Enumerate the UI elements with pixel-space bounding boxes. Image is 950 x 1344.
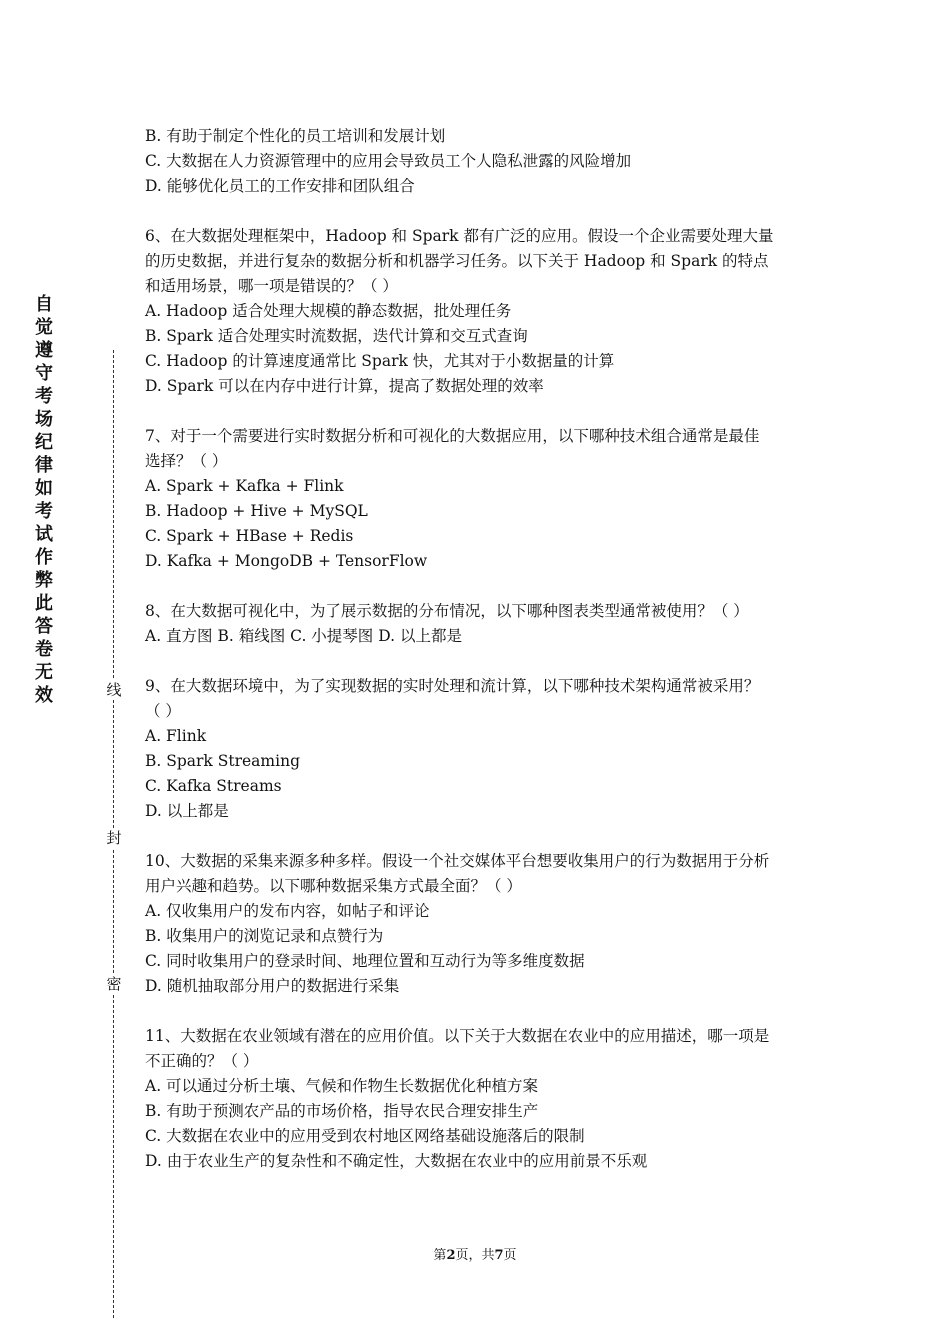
option-d: D. 由于农业生产的复杂性和不确定性，大数据在农业中的应用前景不乐观 [145, 1152, 648, 1170]
question-text-line: 6、在大数据处理框架中，Hadoop 和 Spark 都有广泛的应用。假设一个企业需要处理大量 [145, 227, 774, 245]
question-text-line: 用户兴趣和趋势。以下哪种数据采集方式最全面？（ ） [145, 877, 522, 895]
option-b: B. Spark Streaming [145, 752, 300, 770]
option-a: A. 可以通过分析土壤、气候和作物生长数据优化种植方案 [145, 1077, 539, 1095]
option-b: B. Hadoop + Hive + MySQL [145, 502, 368, 520]
option-c: C. Hadoop 的计算速度通常比 Spark 快，尤其对于小数据量的计算 [145, 352, 615, 370]
binding-label-line: 线 [104, 680, 124, 700]
question-text-line: 8、在大数据可视化中，为了展示数据的分布情况，以下哪种图表类型通常被使用？（ ） [145, 602, 749, 620]
question-content [145, 124, 810, 1174]
option-a: A. Spark + Kafka + Flink [145, 477, 344, 495]
question-text-line: （ ） [145, 702, 181, 720]
option-d: D. 能够优化员工的工作安排和团队组合 [145, 177, 415, 195]
question-9 [145, 674, 810, 824]
option-b: B. 有助于制定个性化的员工培训和发展计划 [145, 127, 446, 145]
total-pages: 7 [494, 1248, 504, 1263]
option-a: A. Flink [145, 727, 207, 745]
option-c: C. Spark + HBase + Redis [145, 527, 354, 545]
question-text-line: 7、对于一个需要进行实时数据分析和可视化的大数据应用，以下哪种技术组合通常是最佳 [145, 427, 760, 445]
option-a: A. 仅收集用户的发布内容，如帖子和评论 [145, 902, 430, 920]
options-inline: A. 直方图 B. 箱线图 C. 小提琴图 D. 以上都是 [145, 627, 462, 645]
question-text-line: 11、大数据在农业领域有潜在的应用价值。以下关于大数据在农业中的应用描述，哪一项是 [145, 1027, 770, 1045]
option-b: B. 有助于预测农产品的市场价格，指导农民合理安排生产 [145, 1102, 539, 1120]
option-c: C. 大数据在人力资源管理中的应用会导致员工个人隐私泄露的风险增加 [145, 152, 632, 170]
question-6 [145, 224, 810, 399]
question-11 [145, 1024, 810, 1174]
option-d: D. 以上都是 [145, 802, 229, 820]
option-c: C. 大数据在农业中的应用受到农村地区网络基础设施落后的限制 [145, 1127, 585, 1145]
question-5-carry-over [145, 124, 810, 199]
question-text-line: 不正确的？（ ） [145, 1052, 259, 1070]
question-text-line: 的历史数据，并进行复杂的数据分析和机器学习任务。以下关于 Hadoop 和 Spark 的特点 [145, 252, 769, 270]
binding-label-seal: 封 [104, 828, 124, 848]
question-10 [145, 849, 810, 999]
footer-middle: 页，共 [455, 1248, 495, 1263]
question-text-line: 10、大数据的采集来源多种多样。假设一个社交媒体平台想要收集用户的行为数据用于分析 [145, 852, 770, 870]
question-7 [145, 424, 810, 574]
question-text-line: 9、在大数据环境中，为了实现数据的实时处理和流计算，以下哪种技术架构通常被采用？ [145, 677, 760, 695]
page-footer [0, 1244, 950, 1263]
exam-integrity-note: 自觉遵守考场纪律如考试作弊此答卷无效 [35, 294, 53, 706]
question-text-line: 选择？（ ） [145, 452, 228, 470]
option-a: A. Hadoop 适合处理大规模的静态数据，批处理任务 [145, 302, 512, 320]
footer-prefix: 第 [433, 1248, 447, 1263]
footer-suffix: 页 [503, 1248, 517, 1263]
binding-label-secret: 密 [104, 974, 124, 994]
option-b: B. 收集用户的浏览记录和点赞行为 [145, 927, 384, 945]
page-number: 2 [446, 1248, 456, 1263]
option-d: D. 随机抽取部分用户的数据进行采集 [145, 977, 400, 995]
option-d: D. Kafka + MongoDB + TensorFlow [145, 552, 428, 570]
question-text-line: 和适用场景，哪一项是错误的？（ ） [145, 277, 398, 295]
option-d: D. Spark 可以在内存中进行计算，提高了数据处理的效率 [145, 377, 544, 395]
option-c: C. 同时收集用户的登录时间、地理位置和互动行为等多维度数据 [145, 952, 585, 970]
option-b: B. Spark 适合处理实时流数据，迭代计算和交互式查询 [145, 327, 528, 345]
option-c: C. Kafka Streams [145, 777, 282, 795]
question-8 [145, 599, 810, 649]
